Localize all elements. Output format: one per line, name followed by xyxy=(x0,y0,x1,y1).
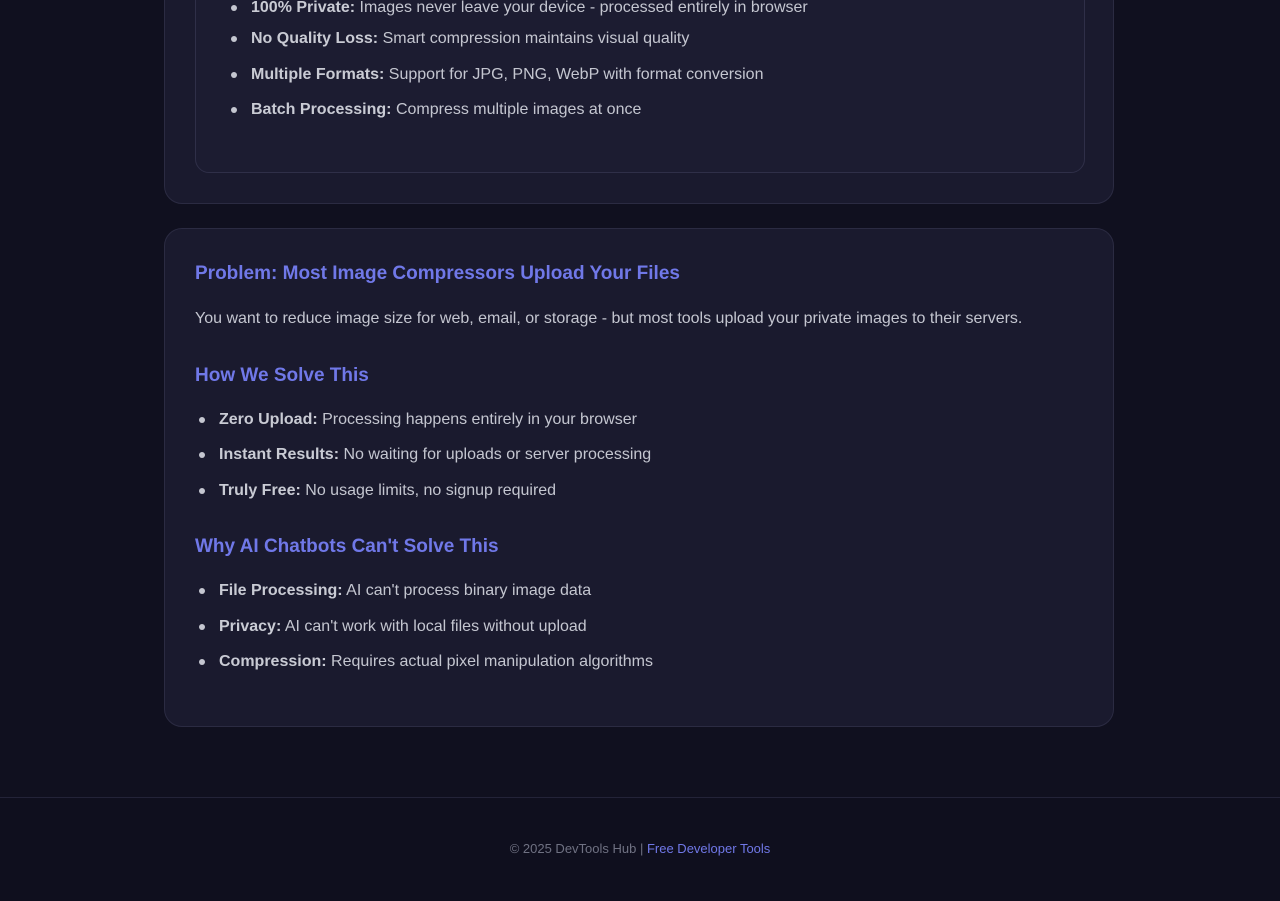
list-item xyxy=(219,652,653,672)
feature-text: Support for JPG, PNG, WebP with format conversion xyxy=(388,66,764,83)
page-footer xyxy=(0,797,1280,901)
item-text: Requires actual pixel manipulation algorithms xyxy=(331,653,653,670)
solution-heading: How We Solve This xyxy=(195,365,369,386)
list-item xyxy=(219,581,591,601)
item-title: File Processing: xyxy=(219,582,343,599)
list-item xyxy=(251,0,808,18)
footer-line xyxy=(0,841,1280,857)
item-text: Processing happens entirely in your browser xyxy=(322,411,637,428)
feature-title: No Quality Loss: xyxy=(251,30,379,47)
ai-limits-heading: Why AI Chatbots Can't Solve This xyxy=(195,536,499,557)
list-item xyxy=(251,29,689,49)
copyright-text: © 2025 DevTools Hub | xyxy=(509,841,644,856)
feature-text: Images never leave your device - processed entirely in browser xyxy=(359,0,808,16)
features-panel xyxy=(195,0,1085,173)
info-card xyxy=(164,228,1114,727)
feature-title: Batch Processing: xyxy=(251,101,392,118)
item-title: Zero Upload: xyxy=(219,411,318,428)
item-text: AI can't process binary image data xyxy=(346,582,592,599)
free-tools-link[interactable]: Free Developer Tools xyxy=(646,841,771,856)
item-text: No waiting for uploads or server processing xyxy=(343,446,652,463)
item-title: Privacy: xyxy=(219,618,282,635)
feature-title: Multiple Formats: xyxy=(251,66,385,83)
list-item xyxy=(251,100,641,120)
problem-heading: Problem: Most Image Compressors Upload Your Files xyxy=(195,263,680,284)
list-item xyxy=(219,445,651,465)
features-card xyxy=(164,0,1114,204)
feature-title: 100% Private: xyxy=(251,0,356,16)
problem-description: You want to reduce image size for web, email, or storage - but most tools upload your private images to their servers. xyxy=(195,310,1023,327)
list-item xyxy=(219,410,637,430)
item-text: No usage limits, no signup required xyxy=(305,482,557,499)
list-item xyxy=(219,617,587,637)
item-title: Compression: xyxy=(219,653,327,670)
feature-text: Compress multiple images at once xyxy=(395,101,642,118)
feature-text: Smart compression maintains visual quality xyxy=(382,30,690,47)
item-text: AI can't work with local files without upload xyxy=(284,618,587,635)
item-title: Instant Results: xyxy=(219,446,340,463)
list-item xyxy=(219,481,556,501)
list-item xyxy=(251,65,763,85)
item-title: Truly Free: xyxy=(219,482,301,499)
